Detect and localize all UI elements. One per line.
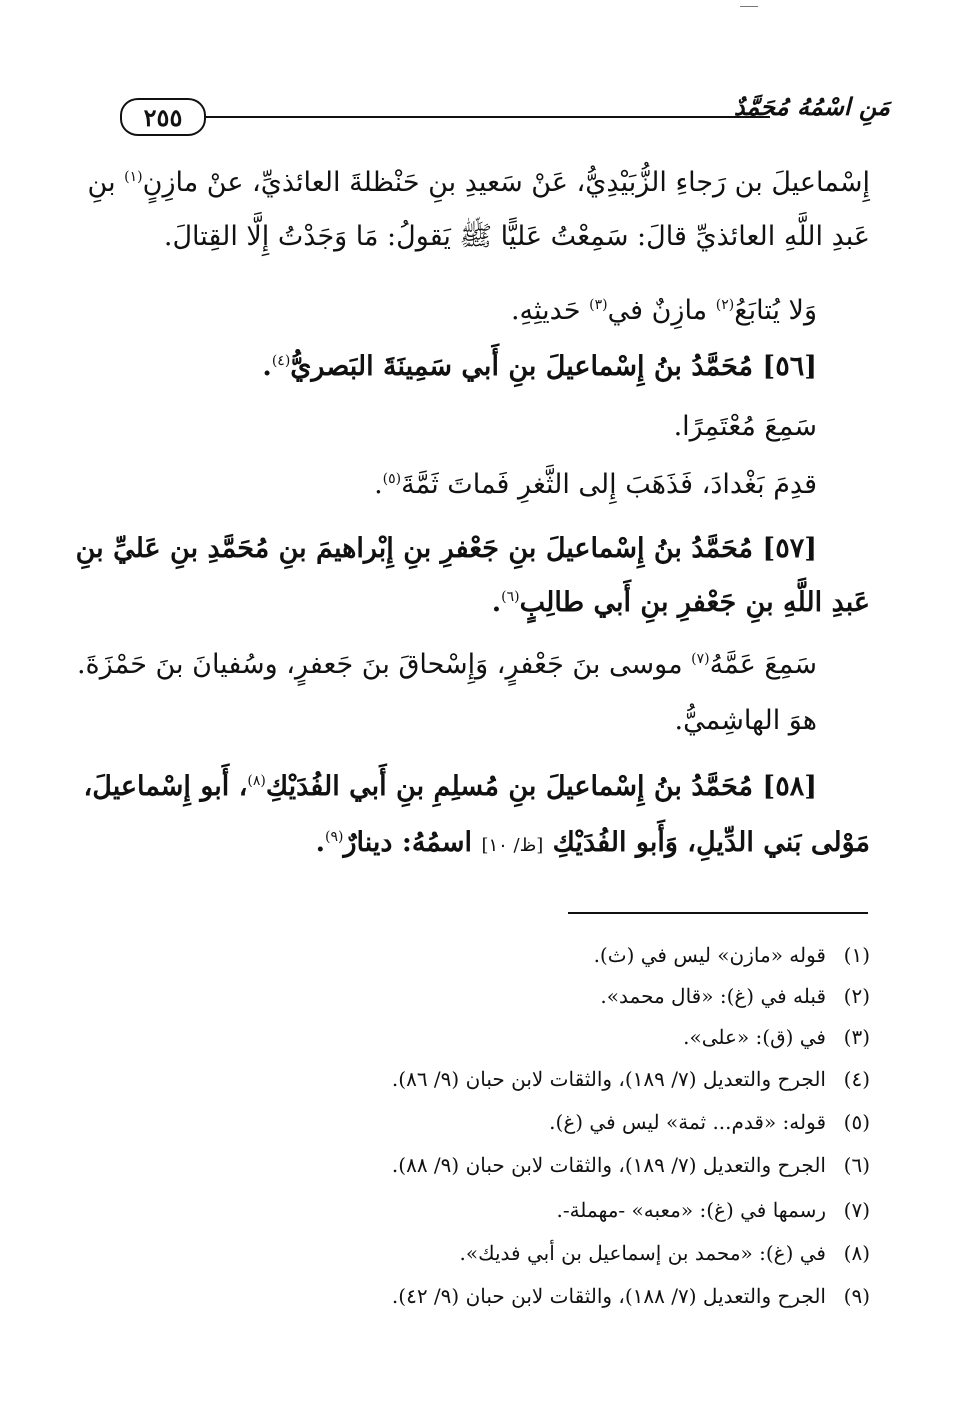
entry-57-heading-line-2: عَبدِ اللَّهِ بنِ جَعْفرِ بنِ أَبي طالِبٍ$^{(٦)}$.	[491, 587, 870, 618]
footnote-ref: (٣)	[589, 297, 608, 313]
footnote-8: (٨)في (غ): «محمد بن إسماعيل بن أبي فديك».	[459, 1241, 870, 1265]
footnote-4: (٤)الجرح والتعديل (٧/ ١٨٩)، والثقات لابن حبان (٩/ ٨٦).	[391, 1067, 870, 1091]
footnote-1: (١)قوله «مازن» ليس في (ث).	[593, 943, 870, 967]
entry-58-heading-line-2: مَوْلى بَني الدِّيلِ، وَأَبو الفُدَيْكِ [ظ/ ١٠] اسمُهُ: دينارٌ$^{(٩)}$.	[315, 827, 870, 858]
footnote-separator	[568, 912, 868, 914]
page-header	[120, 92, 890, 142]
footnote-6: (٦)الجرح والتعديل (٧/ ١٨٩)، والثقات لابن حبان (٩/ ٨٨).	[391, 1153, 870, 1177]
footnote-ref: (٢)	[715, 297, 735, 313]
entry-57-heading-line-1: [٥٧] مُحَمَّدُ بنُ إِسْماعيلَ بنِ جَعْفرِ بنِ إِبْراهيمَ بنِ مُحَمَّدِ بنِ عَليِّ بنِ	[75, 533, 817, 564]
footnote-ref: (٦)	[501, 589, 520, 605]
body-line-2: عَبدِ اللَّهِ العائذيِّ قالَ: سَمِعْتُ عَليًّا ﷺ يَقولُ: مَا وَجَدْتُ إِلَّا القِتالَ.	[163, 221, 870, 252]
footnote-3: (٣)في (ق): «على».	[683, 1025, 870, 1049]
body-line-3: وَلا يُتابَعُ$^{(٢)}$ مازِنٌ في$^{(٣)}$ حَديثِهِ.	[510, 295, 817, 326]
footnote-ref: (٩)	[325, 829, 344, 845]
body-line-1: إِسْماعيلَ بن رَجاءِ الزُّبَيْدِيُّ، عَنْ سَعيدِ بنِ حَنْظلةَ العائذيِّ، عنْ مازِنٍ$^{(١)}$ بنِ	[87, 167, 870, 198]
footnote-5: (٥)قوله: «قدم... ثمة» ليس في (غ).	[549, 1110, 870, 1134]
footnote-ref: (٤)	[271, 353, 291, 369]
footnote-ref: (٥)	[382, 471, 402, 487]
footnote-2: (٢)قبله في (غ): «قال محمد».	[600, 984, 870, 1008]
manuscript-folio-marker: [ظ/ ١٠]	[481, 835, 544, 856]
body-line-10: هوَ الهاشِميُّ.	[674, 705, 817, 736]
body-line-5: سَمِعَ مُعْتَمِرًا.	[673, 411, 817, 442]
entry-56-heading: [٥٦] مُحَمَّدُ بنُ إِسْماعيلَ بنِ أَبي سَمِينَةَ البَصريُّ$^{(٤)}$.	[262, 351, 817, 382]
footnote-ref: (١)	[124, 169, 143, 185]
body-line-6: قدِمَ بَغْدادَ، فَذَهَبَ إِلى الثَّغرِ فَماتَ ثَمَّةَ$^{(٥)}$.	[374, 469, 817, 500]
footnote-ref: (٧)	[691, 651, 710, 667]
entry-58-heading-line-1: [٥٨] مُحَمَّدُ بنُ إِسْماعيلَ بنِ مُسلِمِ بنِ أَبي الفُدَيْكِ$^{(٨)}$، أَبو إِسْماعيلَ،	[83, 771, 817, 802]
running-title: مَنِ اسْمُهُ مُحَمَّدٌ	[733, 92, 890, 121]
scan-mark	[740, 6, 758, 7]
footnote-ref: (٨)	[247, 773, 266, 789]
page-number: ٢٥٥	[120, 98, 206, 136]
header-rule	[204, 116, 770, 118]
footnote-7: (٧)رسمها في (غ): «معبه» -مهملة-.	[556, 1198, 870, 1222]
body-line-9: سَمِعَ عَمَّهُ$^{(٧)}$ موسى بنَ جَعْفرٍ، وَإِسْحاقَ بنَ جَعفرٍ، وسُفيانَ بنَ حَمْزَةَ.	[76, 649, 817, 680]
footnote-9: (٩)الجرح والتعديل (٧/ ١٨٨)، والثقات لابن حبان (٩/ ٤٢).	[391, 1284, 870, 1308]
